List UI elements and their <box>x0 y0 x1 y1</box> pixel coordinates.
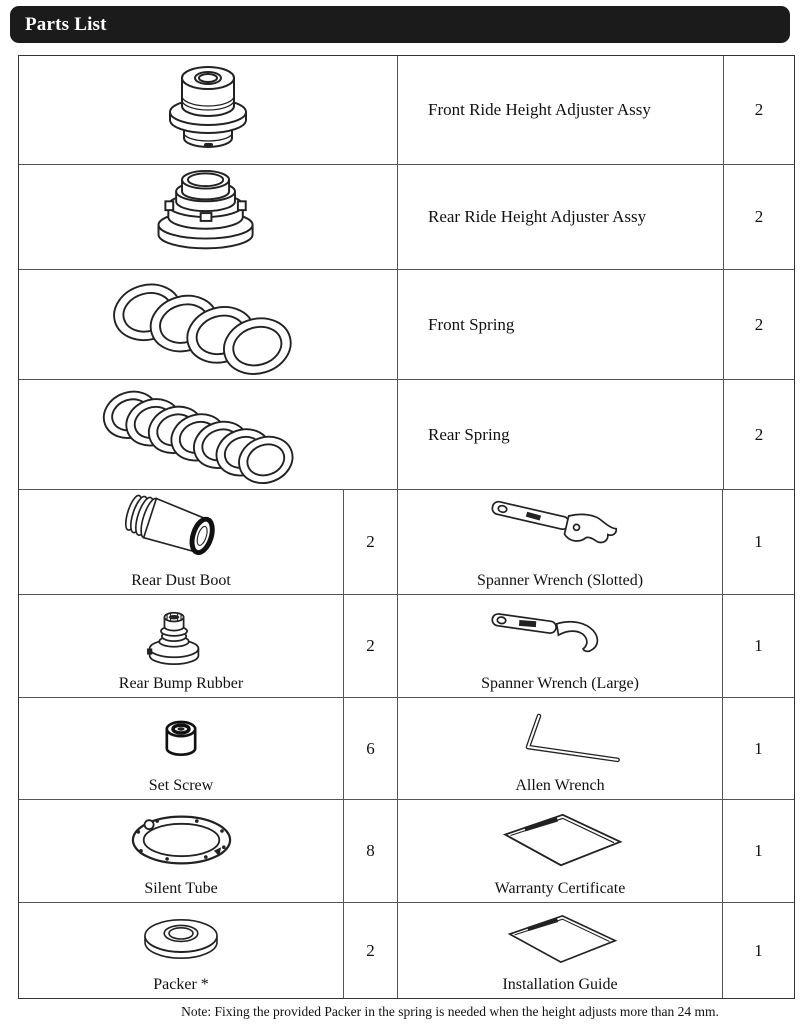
part-qty: 2 <box>344 903 398 998</box>
part-qty: 2 <box>754 207 764 226</box>
parts-list-header <box>10 6 790 43</box>
warranty-certificate-image <box>470 804 650 876</box>
part-qty: 1 <box>754 636 763 655</box>
rear-spring-image <box>86 381 331 489</box>
part-qty: 2 <box>344 595 398 697</box>
part-name: Silent Tube <box>144 879 218 897</box>
parts-table <box>18 55 795 999</box>
packer-image <box>106 907 256 971</box>
part-image-cell <box>19 270 398 379</box>
part-image-wrap <box>136 698 226 777</box>
part-image-wrap <box>106 903 256 976</box>
part-qty: 2 <box>754 100 764 119</box>
part-cell <box>398 800 723 902</box>
rear-bump-rubber-image <box>126 598 236 672</box>
part-name: Rear Bump Rubber <box>118 674 244 692</box>
part-cell <box>398 903 723 998</box>
table-row <box>19 490 794 595</box>
allen-wrench-image <box>475 705 645 769</box>
page-title: Parts List <box>25 13 107 35</box>
part-image-wrap <box>475 698 645 777</box>
part-cell <box>398 490 723 594</box>
part-image-wrap <box>101 490 261 572</box>
rear-dust-boot-image <box>101 494 261 568</box>
part-name: Spanner Wrench (Slotted) <box>476 571 644 589</box>
installation-guide-image <box>470 906 650 972</box>
part-image-cell <box>19 380 398 489</box>
part-name: Packer * <box>153 975 209 993</box>
silent-tube-image <box>99 804 264 876</box>
part-cell <box>19 698 344 799</box>
part-cell <box>398 698 723 799</box>
part-qty: 1 <box>754 532 763 551</box>
part-name: Rear Dust Boot <box>131 571 231 589</box>
part-image-wrap <box>470 903 650 976</box>
part-name: Front Ride Height Adjuster Assy <box>398 56 724 164</box>
part-name: Installation Guide <box>502 975 618 993</box>
part-image-cell <box>19 165 398 269</box>
part-qty: 6 <box>344 698 398 799</box>
part-cell <box>19 490 344 594</box>
part-image-wrap <box>468 490 653 572</box>
part-name: Set Screw <box>148 776 214 794</box>
part-image-wrap <box>99 800 264 880</box>
part-name: Spanner Wrench (Large) <box>481 674 639 692</box>
part-qty: 1 <box>754 841 763 860</box>
part-cell <box>19 800 344 902</box>
front-ride-height-adjuster-image <box>123 60 293 160</box>
spanner-wrench-slotted-image <box>468 495 653 567</box>
part-qty: 2 <box>344 490 398 594</box>
part-image-cell <box>19 56 398 164</box>
footnote: Note: Fixing the provided Packer in the spring is needed when the height adjusts more than 24 mm. <box>181 1004 719 1019</box>
part-qty: 2 <box>754 314 764 334</box>
part-image-wrap <box>468 595 653 675</box>
table-row <box>19 56 794 165</box>
part-cell <box>398 595 723 697</box>
part-qty: 2 <box>754 424 764 444</box>
front-spring-image <box>96 271 321 379</box>
table-row <box>19 800 794 903</box>
part-name: Rear Spring <box>398 380 724 489</box>
table-row <box>19 903 794 998</box>
part-name: Front Spring <box>398 270 724 379</box>
part-qty: 1 <box>754 940 763 960</box>
part-cell <box>19 595 344 697</box>
part-image-wrap <box>470 800 650 880</box>
part-name: Warranty Certificate <box>494 879 626 897</box>
table-row <box>19 165 794 270</box>
table-row <box>19 380 794 490</box>
part-name: Allen Wrench <box>515 776 605 794</box>
table-row <box>19 270 794 380</box>
spanner-wrench-large-image <box>468 599 653 671</box>
part-name: Rear Ride Height Adjuster Assy <box>398 165 724 269</box>
part-qty: 8 <box>344 800 398 902</box>
rear-ride-height-adjuster-image <box>121 168 296 266</box>
part-cell <box>19 903 344 998</box>
part-image-wrap <box>126 595 236 675</box>
set-screw-image <box>136 706 226 768</box>
part-qty: 1 <box>754 738 763 758</box>
table-row <box>19 595 794 698</box>
table-row <box>19 698 794 800</box>
